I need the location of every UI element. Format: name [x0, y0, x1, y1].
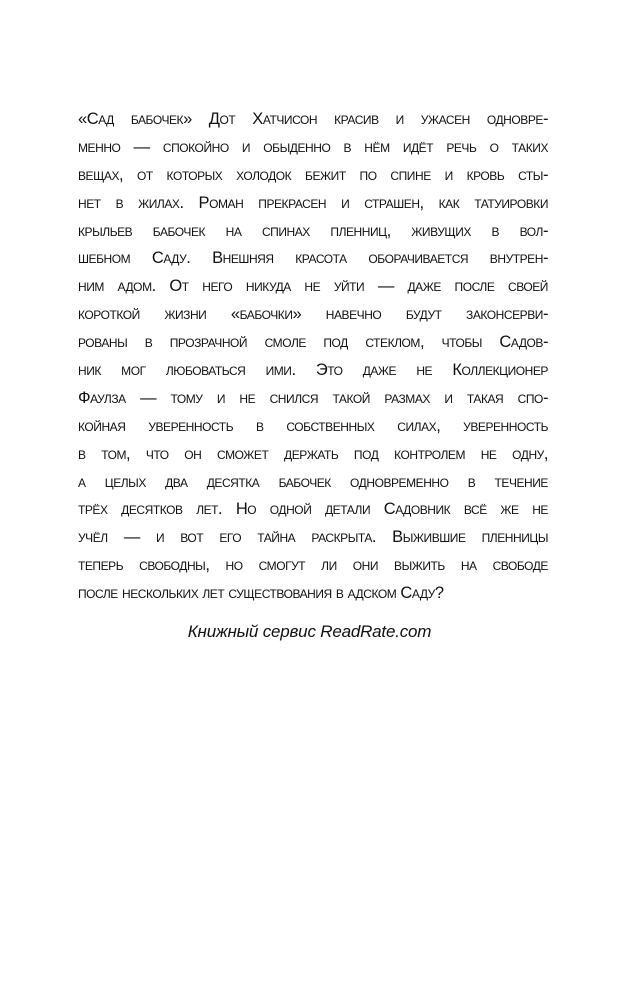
review-line: крыльев бабочек на спинах пленниц, живущих в вол- — [78, 221, 548, 240]
review-line: теперь свободны, но смогут ли они выжить на свободе — [78, 556, 548, 575]
review-attribution: Книжный сервис ReadRate.com — [187, 622, 432, 641]
review-line: после нескольких лет существования в адском Саду? — [78, 584, 444, 603]
review-line: нет в жилах. Роман прекрасен и страшен, как татуировки — [78, 193, 548, 212]
review-line: ник мог любоваться ими. Это даже не Коллекционер — [78, 361, 548, 380]
review-line: трёх десятков лет. Но одной детали Садовник всё же не — [78, 500, 548, 519]
review-line: менно — спокойно и обыденно в нём идёт речь о таких — [78, 137, 548, 156]
review-line: а целых два десятка бабочек одновременно в течение — [78, 472, 548, 491]
review-line: вещах, от которых холодок бежит по спине и кровь сты- — [78, 165, 548, 184]
review-line: короткой жизни «бабочки» навечно будут законсерви- — [78, 305, 548, 324]
review-line: ним адом. От него никуда не уйти — даже после своей — [78, 277, 548, 296]
review-line: Фаулза — тому и не снился такой размах и такая спо- — [78, 388, 548, 407]
review-line: койная уверенность в собственных силах, уверенность — [78, 416, 548, 435]
review-line: «Сад бабочек» Дот Хатчисон красив и ужасен одновре- — [78, 110, 548, 128]
review-line: рованы в прозрачной смоле под стеклом, чтобы Садов- — [78, 333, 548, 352]
review-line: шебном Саду. Внешняя красота оборачивается внутрен- — [78, 249, 548, 268]
review-line: в том, что он сможет держать под контролем не одну, — [78, 444, 548, 463]
review-text — [78, 106, 548, 608]
review-line: учёл — и вот его тайна раскрыта. Выжившие пленницы — [78, 528, 548, 547]
